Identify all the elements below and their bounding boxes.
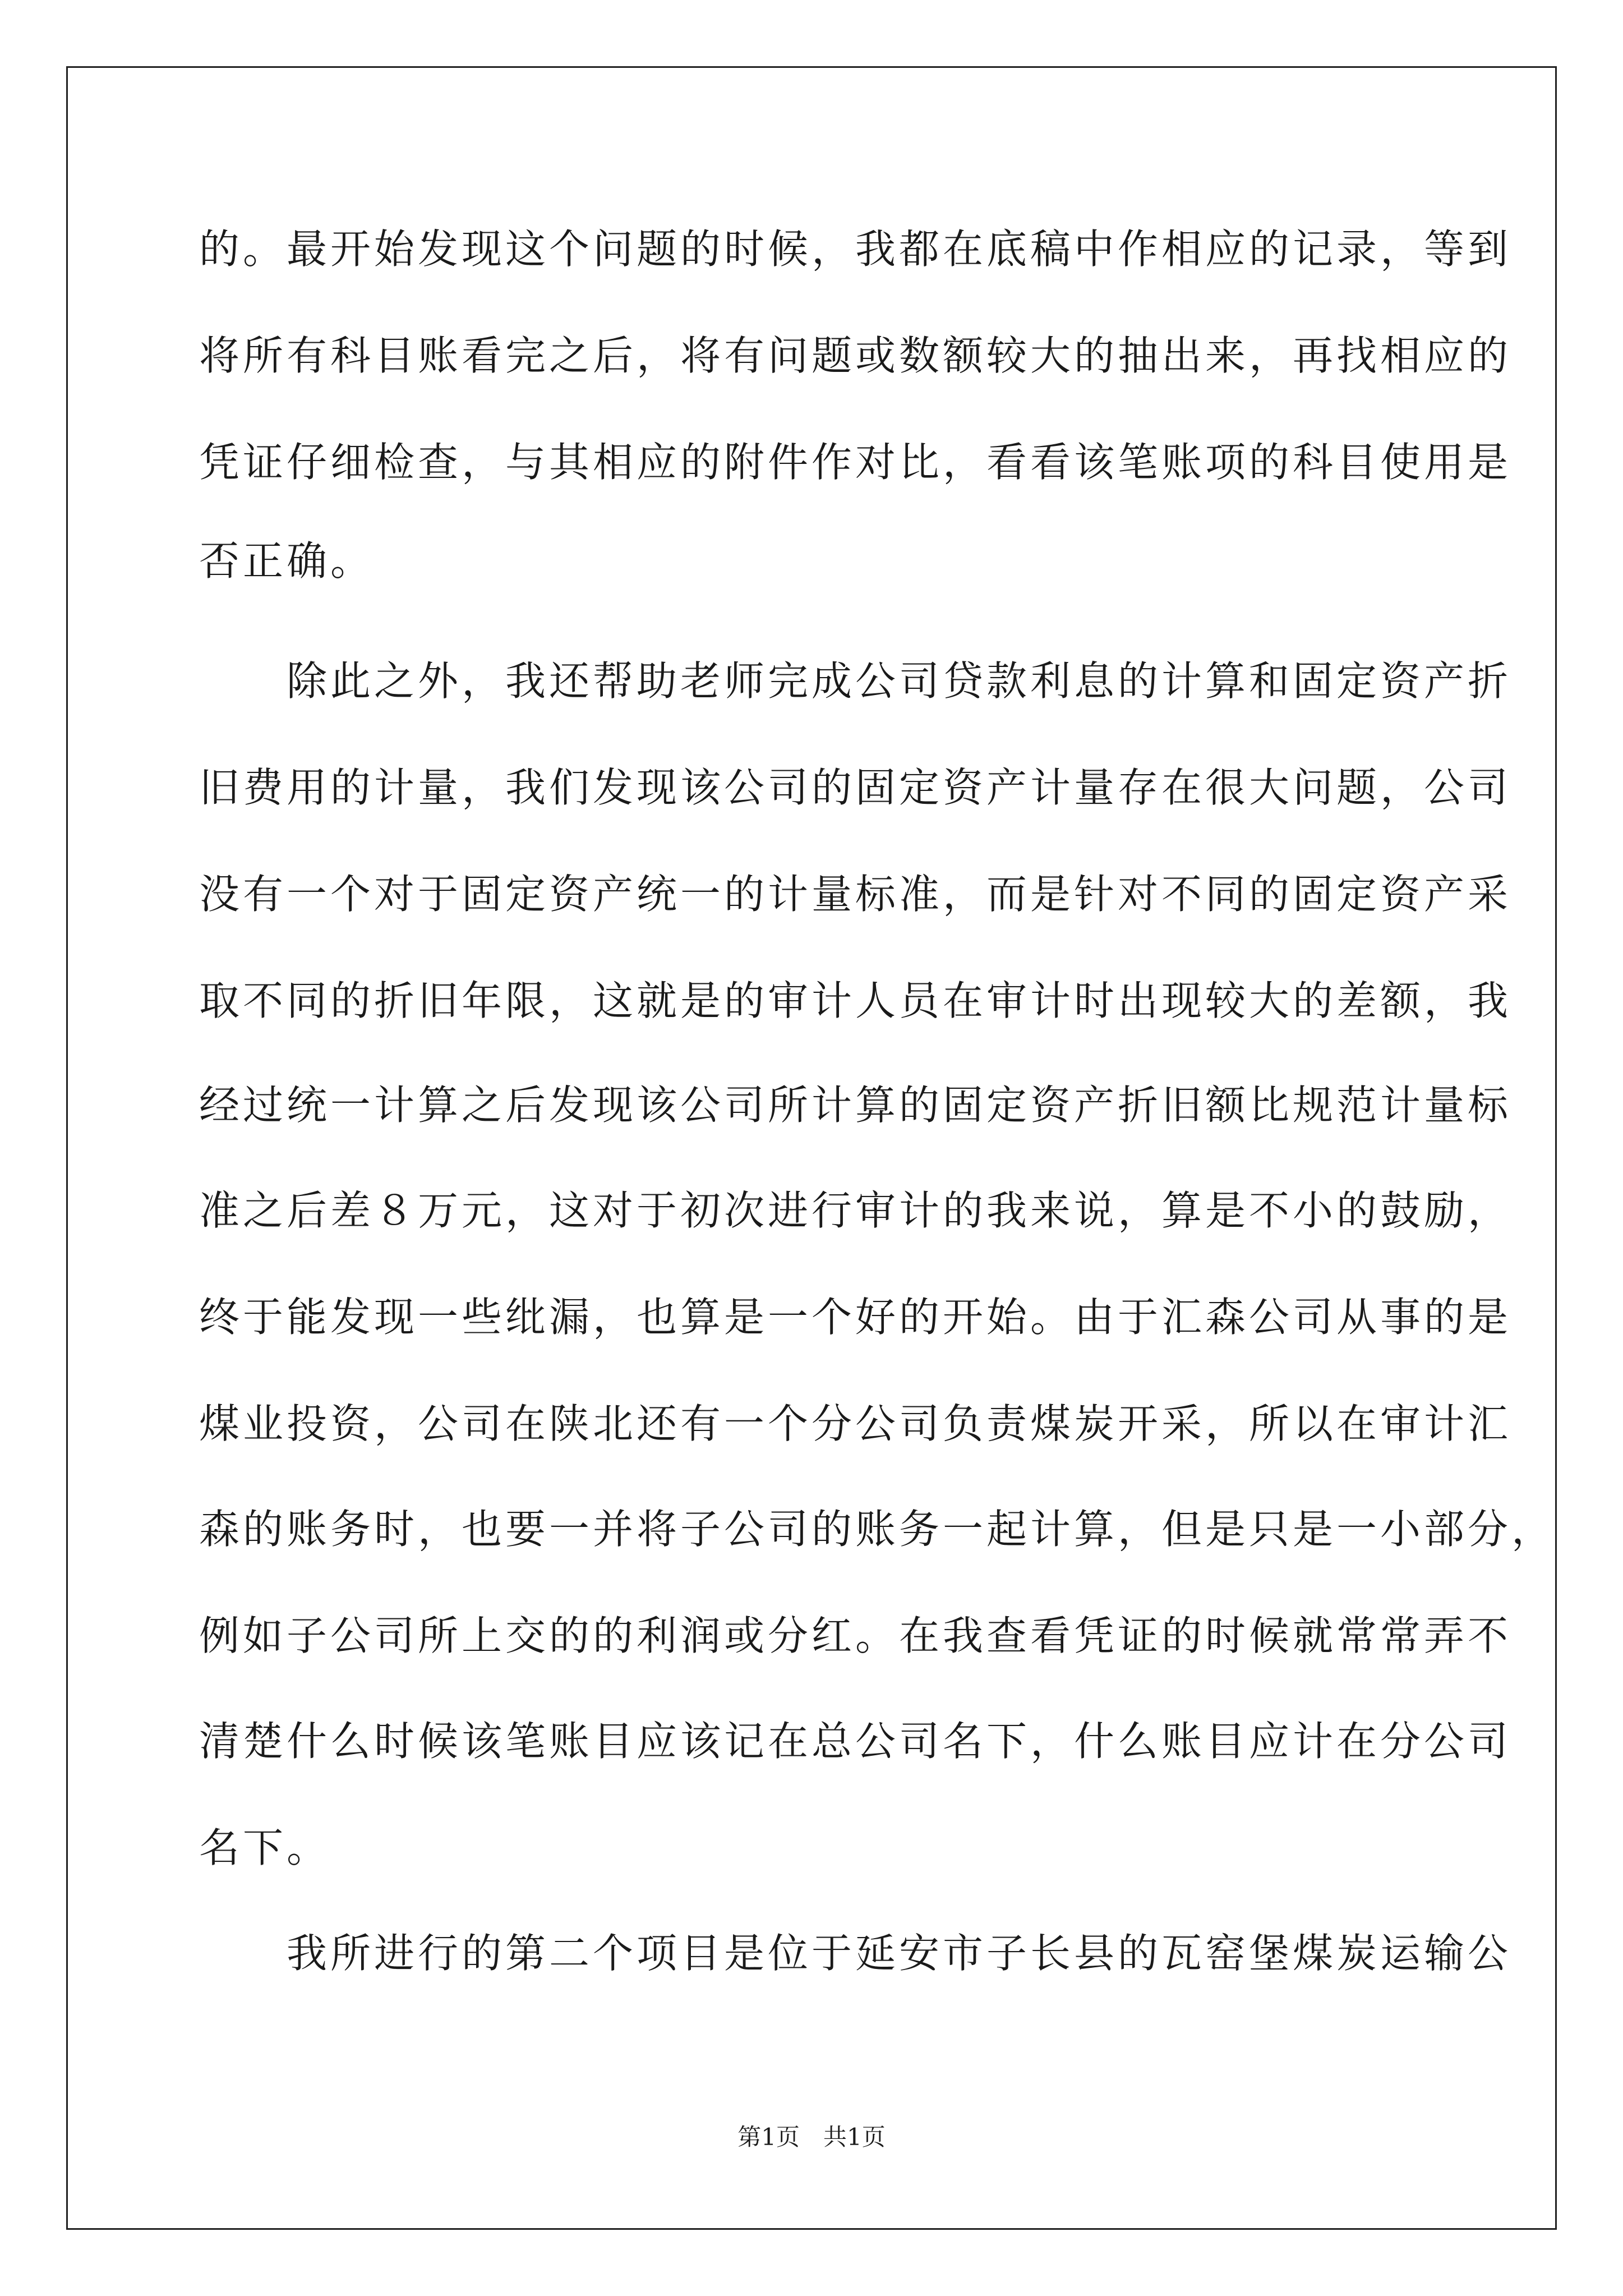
text-line: 例如子公司所上交的的利润或分红。在我查看凭证的时候就常常弄不 <box>199 1612 1512 1659</box>
text-line: 的。最开始发现这个问题的时候，我都在底稿中作相应的记录，等到 <box>199 226 1512 273</box>
text-line: 凭证仔细检查，与其相应的附件作对比，看看该笔账项的科目使用是 <box>199 439 1512 486</box>
text-line: 森的账务时，也要一并将子公司的账务一起计算，但是只是一小部分， <box>199 1506 1556 1553</box>
text-line: 将所有科目账看完之后，将有问题或数额较大的抽出来，再找相应的 <box>199 332 1512 379</box>
text-line: 经过统一计算之后发现该公司所计算的固定资产折旧额比规范计量标 <box>199 1082 1512 1129</box>
text-line: 终于能发现一些纰漏，也算是一个好的开始。由于汇森公司从事的是 <box>199 1294 1512 1341</box>
text-line: 清楚什么时候该笔账目应该记在总公司名下，什么账目应计在分公司 <box>199 1718 1512 1765</box>
text-line: 我所进行的第二个项目是位于延安市子长县的瓦窑堡煤炭运输公 <box>199 1930 1512 1977</box>
text-line: 名下。 <box>199 1824 331 1871</box>
text-line: 没有一个对于固定资产统一的计量标准，而是针对不同的固定资产采 <box>199 871 1512 918</box>
text-line: 煤业投资，公司在陕北还有一个分公司负责煤炭开采，所以在审计汇 <box>199 1400 1512 1447</box>
text-line: 准之后差８万元，这对于初次进行审计的我来说，算是不小的鼓励， <box>199 1187 1512 1234</box>
page-footer: 第1页 共1页 <box>737 2123 886 2151</box>
text-line: 除此之外，我还帮助老师完成公司贷款利息的计算和固定资产折 <box>199 657 1512 705</box>
text-line: 取不同的折旧年限，这就是的审计人员在审计时出现较大的差额，我 <box>199 977 1512 1024</box>
text-line: 旧费用的计量，我们发现该公司的固定资产计量存在很大问题，公司 <box>199 764 1512 811</box>
text-line: 否正确。 <box>199 537 375 585</box>
page-border <box>66 66 1557 2230</box>
